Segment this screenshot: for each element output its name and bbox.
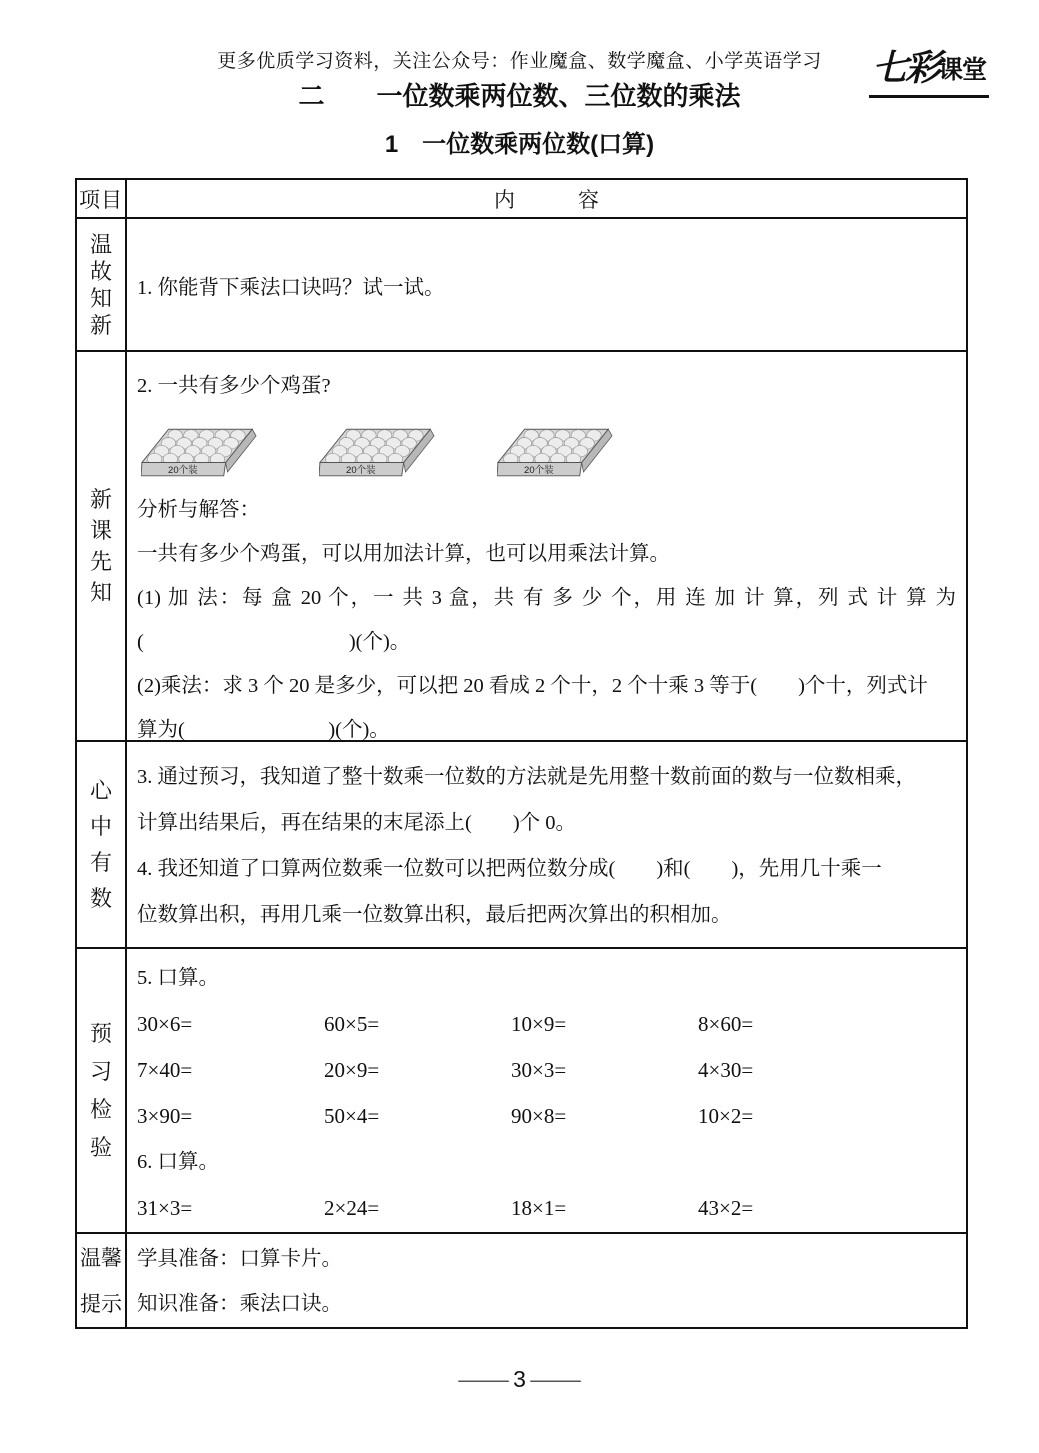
question-4-line-2: 位数算出积，再用几乘一位数算出积，最后把两次算出的积相加。 (137, 904, 732, 926)
promo-notice: 更多优质学习资料，关注公众号：作业魔盒、数学魔盒、小学英语学习 (217, 51, 822, 72)
equation: 20×9= (324, 1058, 380, 1082)
equation: 4×30= (698, 1058, 754, 1082)
oral-math-row (137, 1047, 956, 1093)
analysis-line: 一共有多少个鸡蛋，可以用加法计算，也可以用乘法计算。 (137, 543, 670, 565)
row-content-check (127, 949, 966, 1232)
tips-line-2: 知识准备：乘法口诀。 (137, 1293, 342, 1315)
multiplication-method-line: (2)乘法：求 3 个 20 是多少，可以把 20 看成 2 个十，2 个十乘 3 等于( )个十，列式计 (137, 675, 928, 697)
equation: 7×40= (137, 1058, 193, 1082)
question-6-heading: 6. 口算。 (137, 1151, 219, 1173)
row-label-cell-check (77, 949, 127, 1232)
row-content-preview (127, 352, 966, 740)
row-label-know: 心中有数 (89, 777, 112, 911)
egg-tray-label: 20个装 (524, 464, 554, 476)
analysis-heading: 分析与解答： (137, 499, 260, 521)
column-header-content: 内 容 (494, 187, 599, 212)
lesson-title: 1 一位数乘两位数(口算) (384, 131, 655, 158)
tips-line-1: 学具准备：口算卡片。 (137, 1248, 342, 1270)
page-dash-left: — (458, 1366, 509, 1392)
question-1-text: 1. 你能背下乘法口诀吗？试一试。 (137, 276, 445, 299)
table-row-review (77, 217, 966, 350)
equation: 3×90= (137, 1104, 193, 1128)
question-2-text: 2. 一共有多少个鸡蛋? (137, 375, 331, 397)
worksheet-table (75, 178, 968, 1329)
equation: 10×9= (511, 1012, 567, 1036)
row-label-review: 温故知新 (89, 231, 112, 338)
logo-text-qicai: 七彩 (871, 48, 938, 88)
row-label-check: 预习检验 (89, 1020, 112, 1160)
oral-math-row (137, 1185, 956, 1231)
table-row-know (77, 740, 966, 947)
egg-tray-image (319, 426, 435, 480)
row-content-review (127, 219, 966, 350)
equation: 31×3= (137, 1196, 193, 1220)
table-row-tips (77, 1232, 966, 1327)
question-5-heading: 5. 口算。 (137, 967, 219, 989)
equation: 10×2= (698, 1104, 754, 1128)
row-label-tips: 温馨提示 (80, 1245, 122, 1316)
logo-text-ketang: 课堂 (937, 56, 986, 84)
question-3-line-2: 计算出结果后，再在结果的末尾添上( )个 0。 (137, 812, 577, 834)
equation: 8×60= (698, 1012, 754, 1036)
column-header-item: 项目 (77, 180, 127, 217)
row-label-cell-tips (77, 1234, 127, 1327)
egg-trays-row (141, 420, 956, 480)
row-content-know (127, 742, 966, 947)
question-4-line-1: 4. 我还知道了口算两位数乘一位数可以把两位数分成( )和( )，先用几十乘一 (137, 858, 882, 880)
equation: 18×1= (511, 1196, 567, 1220)
equation: 30×3= (511, 1058, 567, 1082)
table-row-check (77, 947, 966, 1232)
equation: 60×5= (324, 1012, 380, 1036)
addition-blank-line: ( )(个)。 (137, 631, 411, 653)
oral-math-row (137, 1093, 956, 1139)
page-number: 3 (513, 1366, 526, 1392)
table-row-preview (77, 350, 966, 740)
equation: 50×4= (324, 1104, 380, 1128)
egg-tray-image (141, 426, 257, 480)
row-content-tips (127, 1234, 966, 1327)
row-label-preview: 新课先知 (89, 487, 112, 605)
equation: 90×8= (511, 1104, 567, 1128)
question-3-line-1: 3. 通过预习，我知道了整十数乘一位数的方法就是先用整十数前面的数与一位数相乘， (137, 766, 916, 788)
chapter-title: 二 一位数乘两位数、三位数的乘法 (298, 82, 741, 111)
equation: 30×6= (137, 1012, 193, 1036)
addition-method-line: (1) 加 法：每 盒 20 个，一 共 3 盒，共 有 多 少 个，用 连 加 计 算，列 式 计 算 为 (137, 587, 956, 609)
multiplication-blank-line: 算为( )(个)。 (137, 719, 390, 740)
oral-math-row (137, 1001, 956, 1047)
page-footer (0, 1366, 1039, 1393)
table-header-row (77, 180, 966, 217)
egg-tray-label: 20个装 (168, 464, 198, 476)
egg-tray-image (497, 426, 613, 480)
equation: 43×2= (698, 1196, 754, 1220)
row-label-cell-review (77, 219, 127, 350)
equation: 2×24= (324, 1196, 380, 1220)
egg-tray-label: 20个装 (346, 464, 376, 476)
row-label-cell-preview (77, 352, 127, 740)
page-dash-right: — (530, 1366, 581, 1392)
row-label-cell-know (77, 742, 127, 947)
